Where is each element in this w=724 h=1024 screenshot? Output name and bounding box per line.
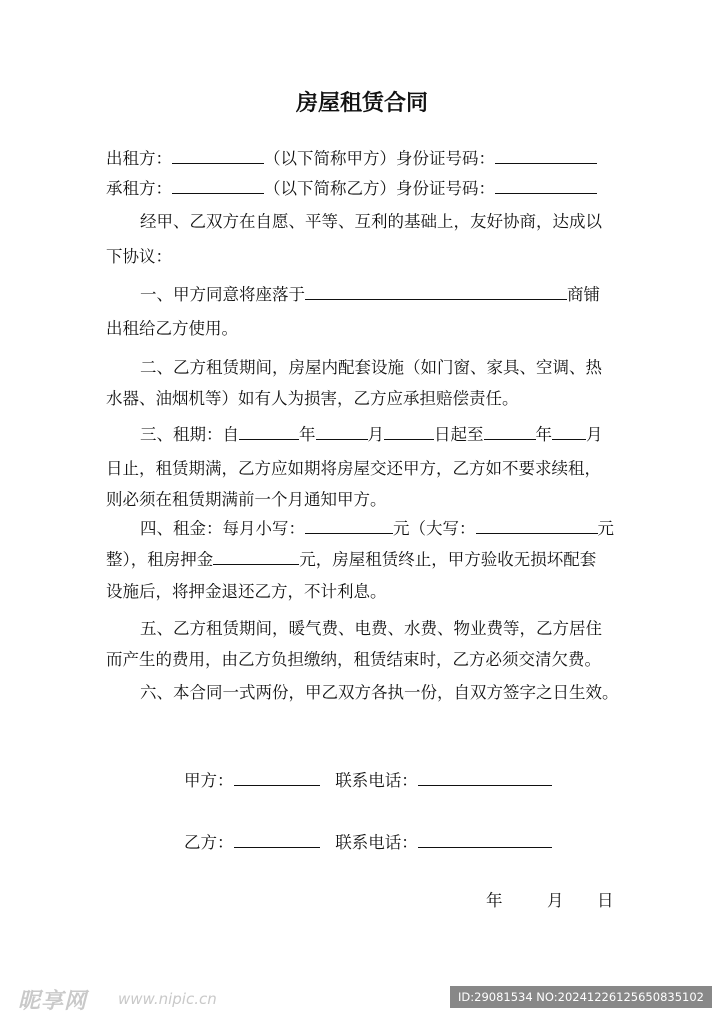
lessee-id-blank: [495, 177, 597, 194]
clause1-suffix: 商铺: [567, 285, 600, 304]
clause5-line-2: 而产生的费用，由乙方负担缴纳，租赁结束时，乙方必须交清欠费。: [106, 650, 601, 669]
clause4-line2-prefix: 整），租房押金: [106, 550, 214, 569]
party-b-label: 乙方：: [184, 833, 234, 852]
clause4-line2-suffix: 元，房屋租赁终止，甲方验收无损坏配套: [299, 550, 597, 569]
document-title: 房屋租赁合同: [295, 90, 428, 116]
party-a-phone-label: 联系电话：: [335, 771, 418, 790]
intro-line-2: 下协议：: [106, 247, 172, 266]
clause3-month2: 月: [586, 425, 603, 444]
clause4-yuan-upper: 元（大写：: [393, 519, 476, 538]
clause3-line-1: [140, 423, 660, 447]
clause1-address-blank: [305, 283, 567, 300]
lessee-label: 承租方：: [106, 179, 172, 198]
clause3-day-start: 日起至: [434, 425, 484, 444]
party-b-signature-line: [184, 831, 552, 855]
clause5-line-1: 五、乙方租赁期间，暖气费、电费、水费、物业费等，乙方居住: [140, 619, 602, 638]
party-b-phone-label: 联系电话：: [335, 833, 418, 852]
clause4-line-2: [106, 548, 626, 572]
clause4-prefix: 四、租金：每月小写：: [140, 519, 305, 538]
clause3-year1: 年: [299, 425, 316, 444]
clause3-year2: 年: [535, 425, 552, 444]
party-a-sign-blank: [234, 769, 320, 786]
deposit-blank: [213, 548, 299, 565]
lessor-name-blank: [172, 147, 264, 164]
clause4-line-3: 设施后，将押金退还乙方，不计利息。: [106, 582, 387, 601]
lessor-label: 出租方：: [106, 149, 172, 168]
party-a-phone-blank: [418, 769, 552, 786]
end-year-blank: [484, 423, 536, 440]
intro-line-1: 经甲、乙双方在自愿、平等、互利的基础上，友好协商，达成以: [140, 212, 602, 231]
clause1-line-1: [140, 283, 660, 307]
lessee-name-blank: [172, 177, 264, 194]
date-year: 年: [486, 891, 503, 910]
clause3-line-2: 日止，租赁期满，乙方应如期将房屋交还甲方，乙方如不要求续租，: [106, 459, 601, 478]
clause6-line: 六、本合同一式两份，甲乙双方各执一份，自双方签字之日生效。: [140, 683, 619, 702]
clause4-line-1: [140, 517, 660, 541]
party-a-label: 甲方：: [184, 771, 234, 790]
watermark-logo: 昵享网: [18, 989, 88, 1014]
lessee-note: （以下简称乙方）身份证号码：: [264, 179, 495, 198]
clause2-line-1: 二、乙方租赁期间，房屋内配套设施（如门窗、家具、空调、热: [140, 358, 602, 377]
party-b-sign-blank: [234, 831, 320, 848]
start-day-blank: [384, 423, 434, 440]
clause3-line-3: 则必须在租赁期满前一个月通知甲方。: [106, 490, 387, 509]
end-month-blank: [552, 423, 586, 440]
watermark-url: www.nipic.cn: [118, 990, 217, 1008]
clause1-line-2: 出租给乙方使用。: [106, 319, 238, 338]
party-b-phone-blank: [418, 831, 552, 848]
rent-lower-blank: [305, 517, 393, 534]
clause1-prefix: 一、甲方同意将座落于: [140, 285, 305, 304]
lessee-line: [106, 177, 626, 201]
start-month-blank: [316, 423, 368, 440]
clause3-prefix: 三、租期：自: [140, 425, 239, 444]
date-month: 月: [547, 891, 564, 910]
start-year-blank: [239, 423, 299, 440]
watermark-id-badge: ID:29081534 NO:20241226125650835102: [450, 986, 712, 1008]
clause4-yuan-end: 元: [597, 519, 614, 538]
clause3-month1: 月: [367, 425, 384, 444]
rent-upper-blank: [476, 517, 598, 534]
lessor-id-blank: [495, 147, 597, 164]
party-a-signature-line: [184, 769, 552, 793]
lessor-note: （以下简称甲方）身份证号码：: [264, 149, 495, 168]
date-day: 日: [597, 891, 614, 910]
lessor-line: [106, 147, 626, 171]
clause2-line-2: 水器、油烟机等）如有人为损害，乙方应承担赔偿责任。: [106, 389, 519, 408]
